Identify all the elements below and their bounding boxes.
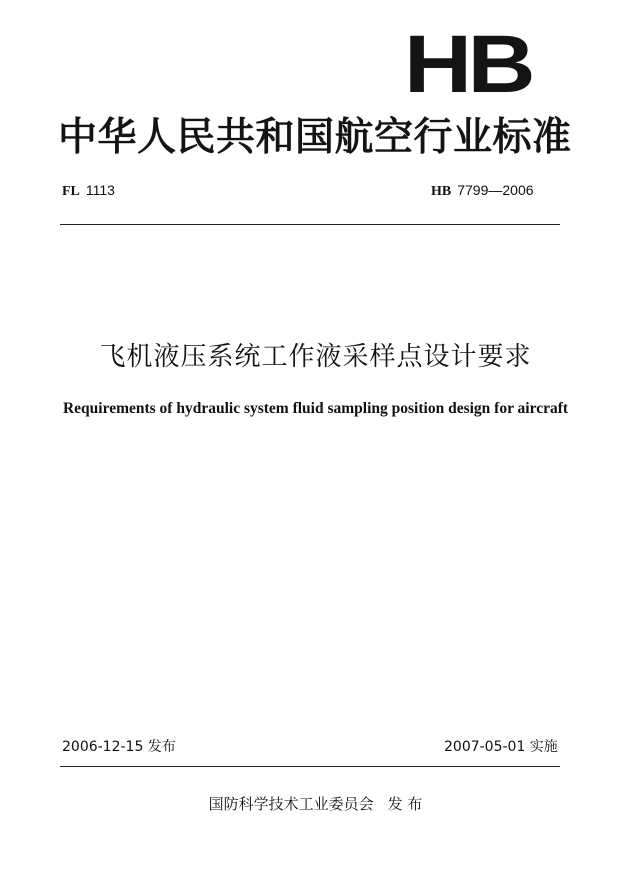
document-title-chinese: 飞机液压系统工作液采样点设计要求: [99, 342, 532, 372]
standard-category-title: 中华人民共和国航空行业标准: [58, 115, 572, 160]
standard-prefix: HB: [431, 184, 452, 199]
issuer-line: [0, 794, 631, 814]
standard-code: [431, 181, 534, 201]
bottom-divider: [60, 766, 560, 767]
top-divider: [60, 224, 560, 225]
classification-code: [62, 181, 115, 201]
issue-date: 2006-12-15 发布: [62, 739, 176, 755]
classification-prefix: FL: [62, 184, 80, 199]
issuer-name: 国防科学技术工业委员会: [208, 795, 374, 813]
issue-action: 发 布: [387, 795, 423, 813]
implementation-date: 2007-05-01 实施: [444, 739, 558, 755]
document-title-english: Requirements of hydraulic system fluid sampling position design for aircraft: [62, 400, 569, 417]
hb-logo: HB: [404, 19, 532, 110]
classification-number: 1113: [85, 182, 115, 198]
standard-number: 7799—2006: [457, 182, 534, 198]
